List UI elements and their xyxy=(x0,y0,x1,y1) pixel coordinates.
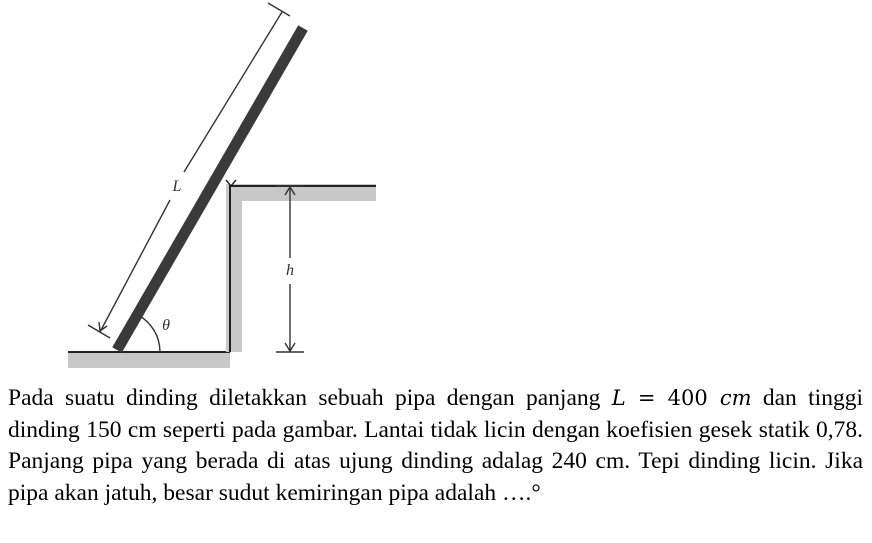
problem-part-1: Pada suatu dinding diletakkan sebuah pipa dengan panjang xyxy=(8,385,612,411)
value-L: 400 xyxy=(667,386,720,410)
angle-arc xyxy=(138,315,160,352)
floor xyxy=(68,352,230,368)
length-label: L xyxy=(172,178,182,195)
wall-outline xyxy=(230,186,376,352)
problem-part-2: dan tinggi dinding 150 cm seperti pada gambar. Lantai tidak licin dengan koefisien gesek statik 0,78. Panjang pipa yang berada di atas ujung dinding adalag 240 cm. Tepi dinding licin. Jika pipa akan jatuh, besar sudut kemiringan pipa adalah ….° xyxy=(8,385,863,506)
var-L: L xyxy=(611,386,626,410)
problem-text xyxy=(8,383,863,509)
height-label: h xyxy=(286,262,294,279)
equals-sign: = xyxy=(625,386,668,410)
unit-L: cm xyxy=(719,386,752,410)
wall xyxy=(226,184,376,352)
angle-label: θ xyxy=(162,317,170,334)
length-dimension xyxy=(88,3,290,338)
